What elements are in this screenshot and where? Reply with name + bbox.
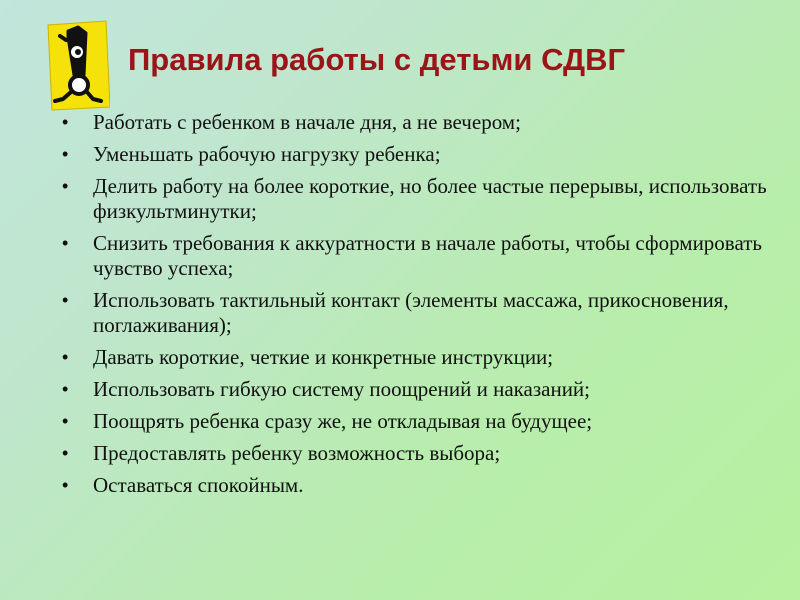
bullet-icon: •: [62, 176, 69, 196]
list-item-text: Уменьшать рабочую нагрузку ребенка;: [93, 142, 441, 166]
list-item-text: Использовать тактильный контакт (элементы массажа, прикосновения, поглаживания);: [93, 288, 729, 337]
bullet-icon: •: [62, 347, 69, 367]
list-item-text: Использовать гибкую систему поощрений и наказаний;: [93, 377, 591, 401]
list-item-text: Снизить требования к аккуратности в начале работы, чтобы сформировать чувство успеха;: [93, 231, 762, 280]
slide-title: Правила работы с детьми СДВГ: [128, 42, 626, 77]
list-item-text: Работать с ребенком в начале дня, а не вечером;: [93, 110, 521, 134]
bullet-icon: •: [62, 144, 69, 164]
list-item: [58, 441, 778, 466]
list-item-text: Поощрять ребенка сразу же, не откладывая на будущее;: [93, 409, 593, 433]
list-item: [58, 142, 778, 167]
rules-list: [58, 110, 778, 505]
bullet-icon: •: [62, 411, 69, 431]
bullet-icon: •: [62, 443, 69, 463]
list-item-text: Давать короткие, четкие и конкретные инструкции;: [93, 345, 554, 369]
list-item: [58, 409, 778, 434]
list-item-text: Предоставлять ребенку возможность выбора;: [93, 441, 501, 465]
list-item: [58, 377, 778, 402]
bullet-icon: •: [62, 112, 69, 132]
exclamation-mark-character-icon: [44, 17, 110, 111]
list-item-text: Делить работу на более короткие, но более частые перерывы, использовать физкультминутки;: [93, 174, 767, 223]
list-item: [58, 473, 778, 498]
list-item: [58, 345, 778, 370]
list-item: [58, 110, 778, 135]
list-item-text: Оставаться спокойным.: [93, 473, 304, 497]
bullet-icon: •: [62, 475, 69, 495]
bullet-icon: •: [62, 379, 69, 399]
bullet-icon: •: [62, 290, 69, 310]
bullet-icon: •: [62, 233, 69, 253]
list-item: [58, 288, 778, 338]
list-item: [58, 231, 778, 281]
list-item: [58, 174, 778, 224]
